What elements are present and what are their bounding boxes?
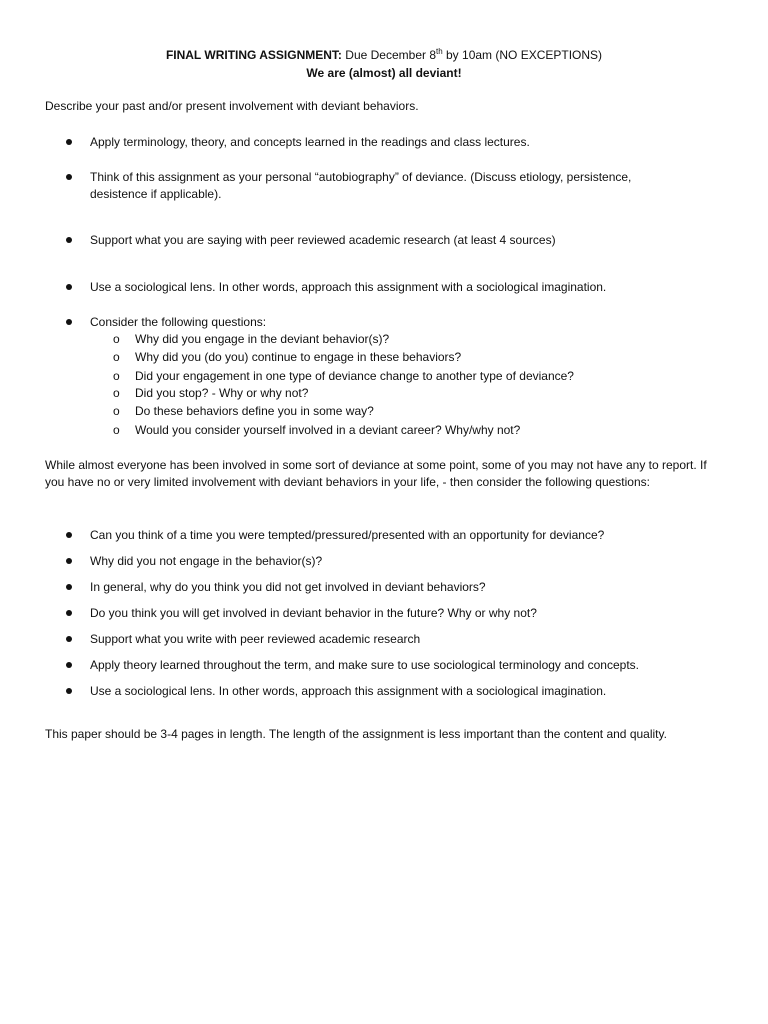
main-bullet-3: Support what you are saying with peer reviewed academic research (at least 4 sources) xyxy=(90,233,556,247)
main-bullet-4: Use a sociological lens. In other words, approach this assignment with a sociological imagination. xyxy=(90,280,607,294)
sub-question-1: Why did you engage in the deviant behavior(s)? xyxy=(135,332,390,346)
bullet-dot xyxy=(66,662,72,668)
sub-bullet-marker: o xyxy=(113,332,120,346)
bullet-dot xyxy=(66,174,72,180)
main-bullet-1: Apply terminology, theory, and concepts learned in the readings and class lectures. xyxy=(90,135,530,149)
alternative-paragraph: While almost everyone has been involved in some sort of deviance at some point, some of you may not have any to report. If you have no or very limited involvement with deviant behaviors in your life, - then consider the following questions: xyxy=(45,458,707,489)
bullet-dot xyxy=(66,584,72,590)
sub-bullet-marker: o xyxy=(113,386,120,400)
alt-bullet-3: In general, why do you think you did not get involved in deviant behaviors? xyxy=(90,580,486,594)
sub-bullet-marker: o xyxy=(113,404,120,418)
alt-bullet-2: Why did you not engage in the behavior(s)? xyxy=(90,554,323,568)
sub-question-5: Do these behaviors define you in some way? xyxy=(135,404,374,418)
due-date-rest: by 10am (NO EXCEPTIONS) xyxy=(442,48,603,62)
sub-bullet-marker: o xyxy=(113,350,120,364)
main-bullet-5: Consider the following questions: xyxy=(90,315,267,329)
sub-question-6: Would you consider yourself involved in a deviant career? Why/why not? xyxy=(135,423,521,437)
bullet-dot xyxy=(66,237,72,243)
alt-bullet-1: Can you think of a time you were tempted/pressured/presented with an opportunity for deviance? xyxy=(90,528,605,542)
sub-question-3: Did your engagement in one type of deviance change to another type of deviance? xyxy=(135,369,574,383)
alt-bullet-6: Apply theory learned throughout the term, and make sure to use sociological terminology and concepts. xyxy=(90,658,639,672)
sub-question-4: Did you stop? - Why or why not? xyxy=(135,386,309,400)
sub-question-2: Why did you (do you) continue to engage in these behaviors? xyxy=(135,350,462,364)
intro-paragraph: Describe your past and/or present involvement with deviant behaviors. xyxy=(45,99,419,113)
bullet-dot xyxy=(66,688,72,694)
assignment-title: FINAL WRITING ASSIGNMENT: xyxy=(165,48,342,62)
bullet-dot xyxy=(66,139,72,145)
due-date-suffix: th xyxy=(436,47,443,56)
alt-bullet-5: Support what you write with peer reviewed academic research xyxy=(90,632,421,646)
bullet-dot xyxy=(66,532,72,538)
bullet-dot xyxy=(66,636,72,642)
bullet-dot xyxy=(66,319,72,325)
sub-bullet-marker: o xyxy=(113,369,120,383)
alt-bullet-4: Do you think you will get involved in deviant behavior in the future? Why or why not? xyxy=(90,606,537,620)
bullet-dot xyxy=(66,284,72,290)
sub-bullet-marker: o xyxy=(113,423,120,437)
closing-paragraph: This paper should be 3-4 pages in length. The length of the assignment is less important than the content and quality. xyxy=(45,727,667,741)
due-date-prefix: Due December 8 xyxy=(345,48,436,62)
alt-bullet-7: Use a sociological lens. In other words, approach this assignment with a sociological imagination. xyxy=(90,684,607,698)
assignment-header xyxy=(0,47,768,64)
bullet-dot xyxy=(66,610,72,616)
main-bullet-2: Think of this assignment as your personal “autobiography” of deviance. (Discuss etiology, persistence, desistence if applicable). xyxy=(90,170,632,201)
bullet-dot xyxy=(66,558,72,564)
assignment-subtitle: We are (almost) all deviant! xyxy=(306,66,462,80)
